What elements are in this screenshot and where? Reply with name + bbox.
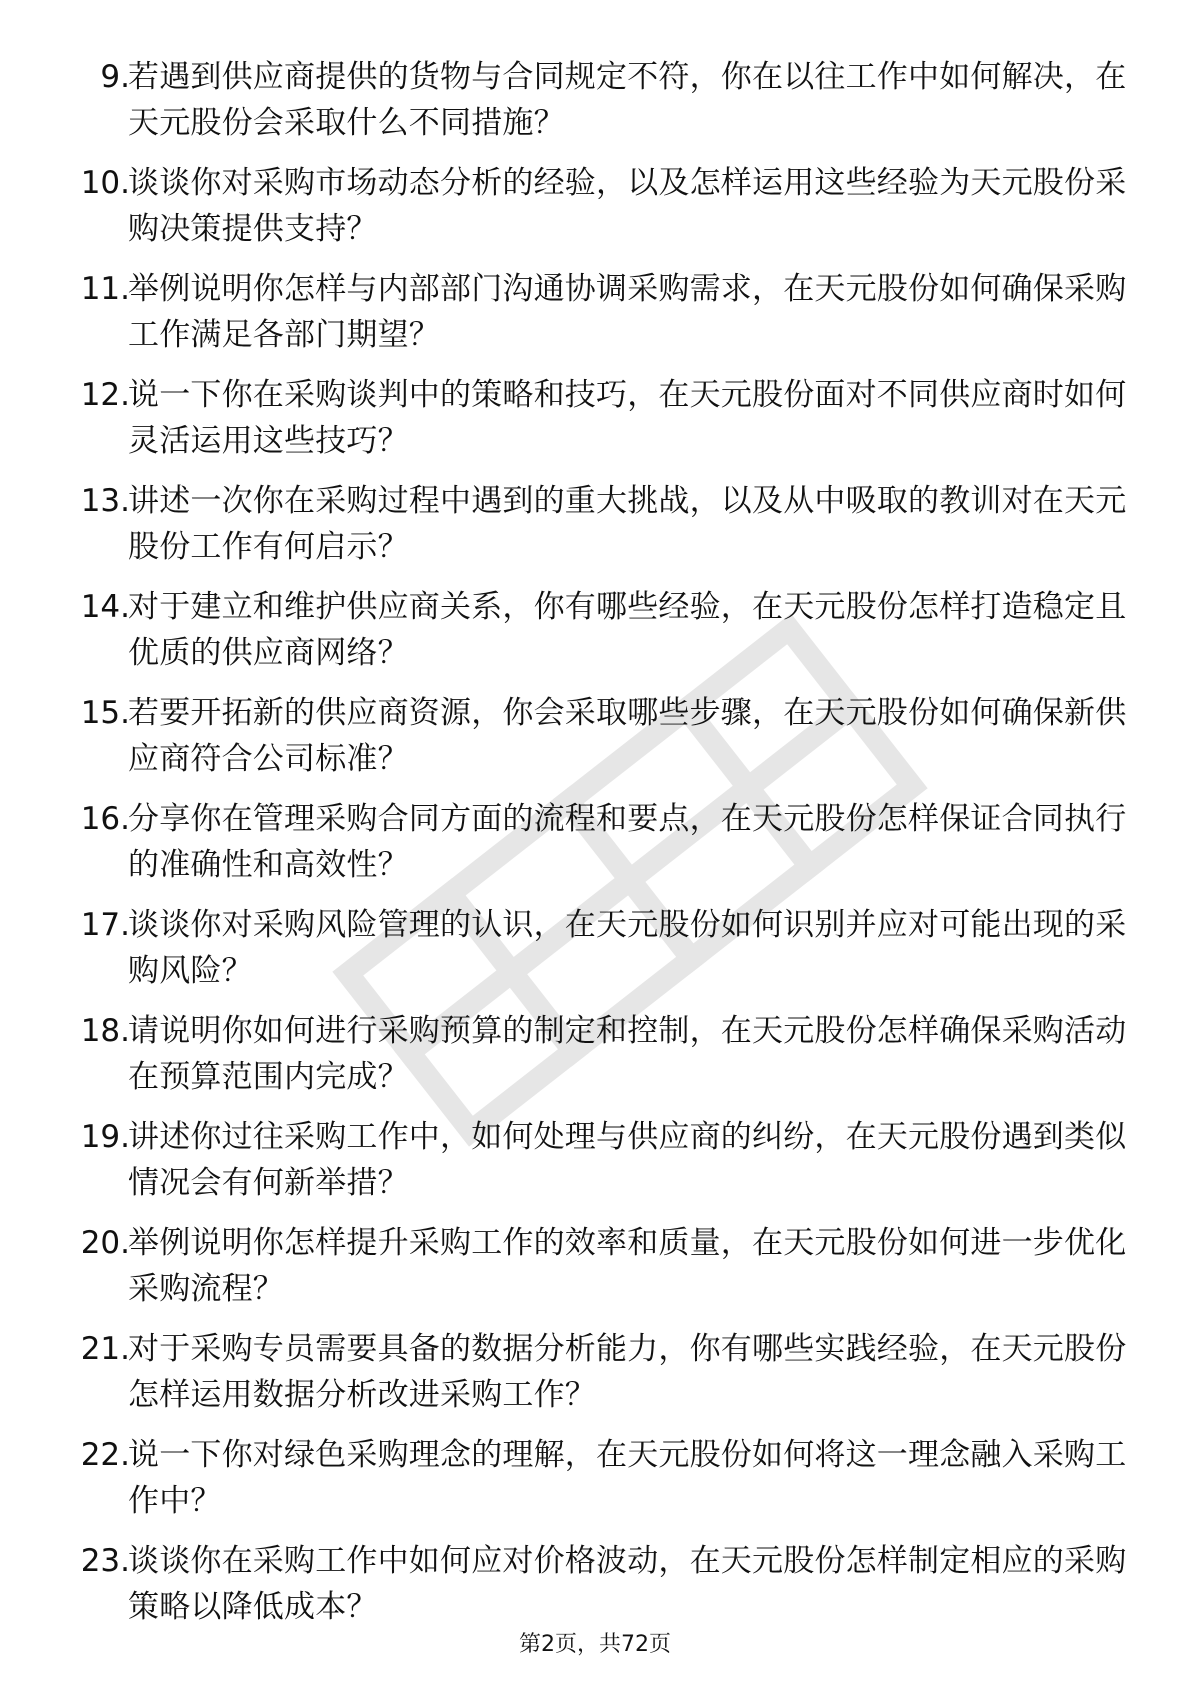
question-text: 请说明你如何进行采购预算的制定和控制，在天元股份怎样确保采购活动在预算范围内完成？ [128,1013,1127,1095]
question-item [0,900,1190,1006]
question-number: 22. [80,1437,130,1473]
question-number: 19. [80,1119,130,1155]
question-text: 讲述一次你在采购过程中遇到的重大挑战，以及从中吸取的教训对在天元股份工作有何启示？ [128,483,1127,565]
question-text: 若要开拓新的供应商资源，你会采取哪些步骤，在天元股份如何确保新供应商符合公司标准？ [128,695,1127,777]
question-number: 21. [80,1331,130,1367]
question-number: 23. [80,1543,130,1579]
question-text: 对于采购专员需要具备的数据分析能力，你有哪些实践经验，在天元股份怎样运用数据分析改进采购工作？ [128,1331,1127,1413]
question-item [0,1006,1190,1112]
question-text: 谈谈你对采购市场动态分析的经验，以及怎样运用这些经验为天元股份采购决策提供支持？ [128,165,1127,247]
question-item [0,794,1190,900]
question-number: 12. [80,377,130,413]
question-text: 说一下你在采购谈判中的策略和技巧，在天元股份面对不同供应商时如何灵活运用这些技巧？ [128,377,1127,459]
question-text: 若遇到供应商提供的货物与合同规定不符，你在以往工作中如何解决，在天元股份会采取什么不同措施？ [128,59,1127,141]
question-text: 举例说明你怎样与内部部门沟通协调采购需求，在天元股份如何确保采购工作满足各部门期望？ [128,271,1127,353]
question-number: 10. [80,165,130,201]
question-number: 16. [80,801,130,837]
question-text: 谈谈你在采购工作中如何应对价格波动，在天元股份怎样制定相应的采购策略以降低成本？ [128,1543,1127,1625]
question-item [0,52,1190,158]
question-text: 对于建立和维护供应商关系，你有哪些经验，在天元股份怎样打造稳定且优质的供应商网络？ [128,589,1127,671]
question-number: 18. [80,1013,130,1049]
question-item [0,688,1190,794]
question-text: 讲述你过往采购工作中，如何处理与供应商的纠纷，在天元股份遇到类似情况会有何新举措？ [128,1119,1127,1201]
question-text: 举例说明你怎样提升采购工作的效率和质量，在天元股份如何进一步优化采购流程？ [128,1225,1127,1307]
question-item [0,264,1190,370]
question-text: 说一下你对绿色采购理念的理解，在天元股份如何将这一理念融入采购工作中？ [128,1437,1127,1519]
question-item [0,1430,1190,1536]
question-number: 14. [80,589,130,625]
question-item [0,1112,1190,1218]
page-footer: 第2页，共72页 [519,1632,671,1657]
question-item [0,476,1190,582]
question-item [0,582,1190,688]
question-number: 20. [80,1225,130,1261]
question-text: 分享你在管理采购合同方面的流程和要点，在天元股份怎样保证合同执行的准确性和高效性？ [128,801,1127,883]
question-item [0,370,1190,476]
question-text: 谈谈你对采购风险管理的认识，在天元股份如何识别并应对可能出现的采购风险？ [128,907,1127,989]
question-item [0,1324,1190,1430]
question-item [0,158,1190,264]
question-number: 15. [80,695,130,731]
question-number: 9. [100,59,130,95]
question-number: 13. [80,483,130,519]
question-list [0,52,1190,1642]
question-number: 17. [80,907,130,943]
question-item [0,1218,1190,1324]
question-item [0,1536,1190,1642]
question-number: 11. [80,271,130,307]
